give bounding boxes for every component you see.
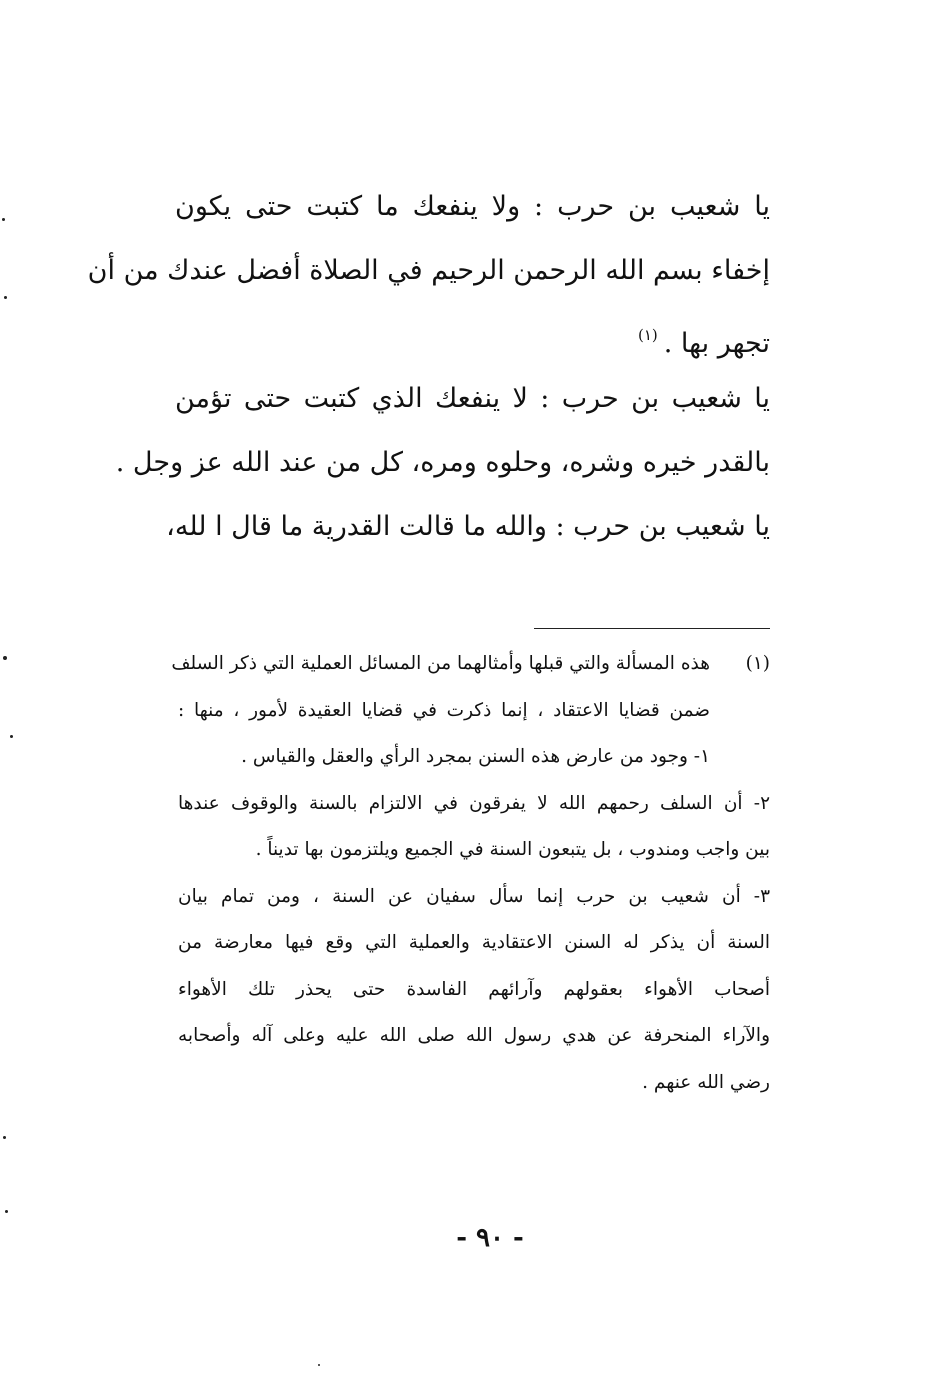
footnote-line-text: السنة أن يذكر له السنن الاعتقادية والعملية التي وقع فيها معارضة من: [178, 932, 770, 953]
page-number: - ٩٠ -: [456, 1223, 524, 1253]
footnote-line-text: ٢- أن السلف رحمهم الله لا يفرقون في الالتزام بالسنة والوقوف عندها: [178, 792, 770, 814]
main-text-line: [175, 303, 770, 367]
footnote-line-text: ٣- أن شعيب بن حرب إنما سأل سفيان عن السنة ، ومن تمام بيان: [178, 885, 770, 907]
scan-speck: [318, 1364, 320, 1366]
footnote-line: [178, 1013, 770, 1060]
footnote-separator: [534, 628, 770, 629]
main-text-line-content: تجهر بها .: [663, 328, 770, 359]
footnote-line: [178, 734, 770, 781]
scan-speck: [4, 296, 7, 299]
footnote-line: [178, 1060, 770, 1107]
footnote: [171, 641, 770, 1106]
footnote-line: [178, 781, 770, 828]
footnote-marker: (١): [745, 653, 770, 674]
footnote-line-text: والآراء المنحرفة عن هدي رسول الله صلى الله عليه وعلى آله وأصحابه: [178, 1025, 770, 1046]
main-text-line: يا شعيب بن حرب : ولا ينفعك ما كتبت حتى يكون: [175, 191, 770, 222]
footnote-line-text: ضمن قضايا الاعتقاد ، إنما ذكرت في قضايا العقيدة لأمور ، منها :: [178, 699, 710, 721]
scan-speck: [3, 656, 7, 660]
footnote-line-text: ١- وجود من عارض هذه السنن بمجرد الرأي والعقل والقياس .: [241, 746, 710, 767]
footnote-line-text: هذه المسألة والتي قبلها وأمثالهما من المسائل العملية التي ذكر السلف: [171, 653, 710, 674]
scan-speck: [3, 1136, 6, 1139]
footnote-line: [178, 920, 770, 967]
footnote-line: [171, 641, 770, 688]
scan-speck: [10, 735, 13, 738]
footnote-line-text: رضي الله عنهم .: [642, 1071, 770, 1093]
footnote-line: [178, 874, 770, 921]
main-text-line: يا شعيب بن حرب : لا ينفعك الذي كتبت حتى تؤمن: [175, 383, 770, 414]
footnote-line: [178, 827, 770, 874]
scan-speck: [5, 1210, 8, 1213]
footnote-line: [178, 967, 770, 1014]
footnote-line-text: أصحاب الأهواء بعقولهم وآرائهم الفاسدة حتى يحذر تلك الأهواء: [178, 978, 770, 1000]
main-text-line: بالقدر خيره وشره، وحلوه ومره، كل من عند الله عز وجل .: [115, 447, 770, 478]
main-text: [87, 175, 770, 559]
footnote-reference[interactable]: (١): [637, 326, 658, 344]
scan-speck: [2, 218, 5, 221]
main-text-line: يا شعيب بن حرب : والله ما قالت القدرية ما قال ا لله،: [166, 511, 770, 542]
footnote-line: [178, 688, 770, 735]
main-text-line: إخفاء بسم الله الرحمن الرحيم في الصلاة أفضل عندك من أن: [87, 255, 770, 286]
footnote-line-text: بين واجب ومندوب ، بل يتبعون السنة في الجميع ويلتزمون بها تديناً .: [255, 839, 770, 860]
